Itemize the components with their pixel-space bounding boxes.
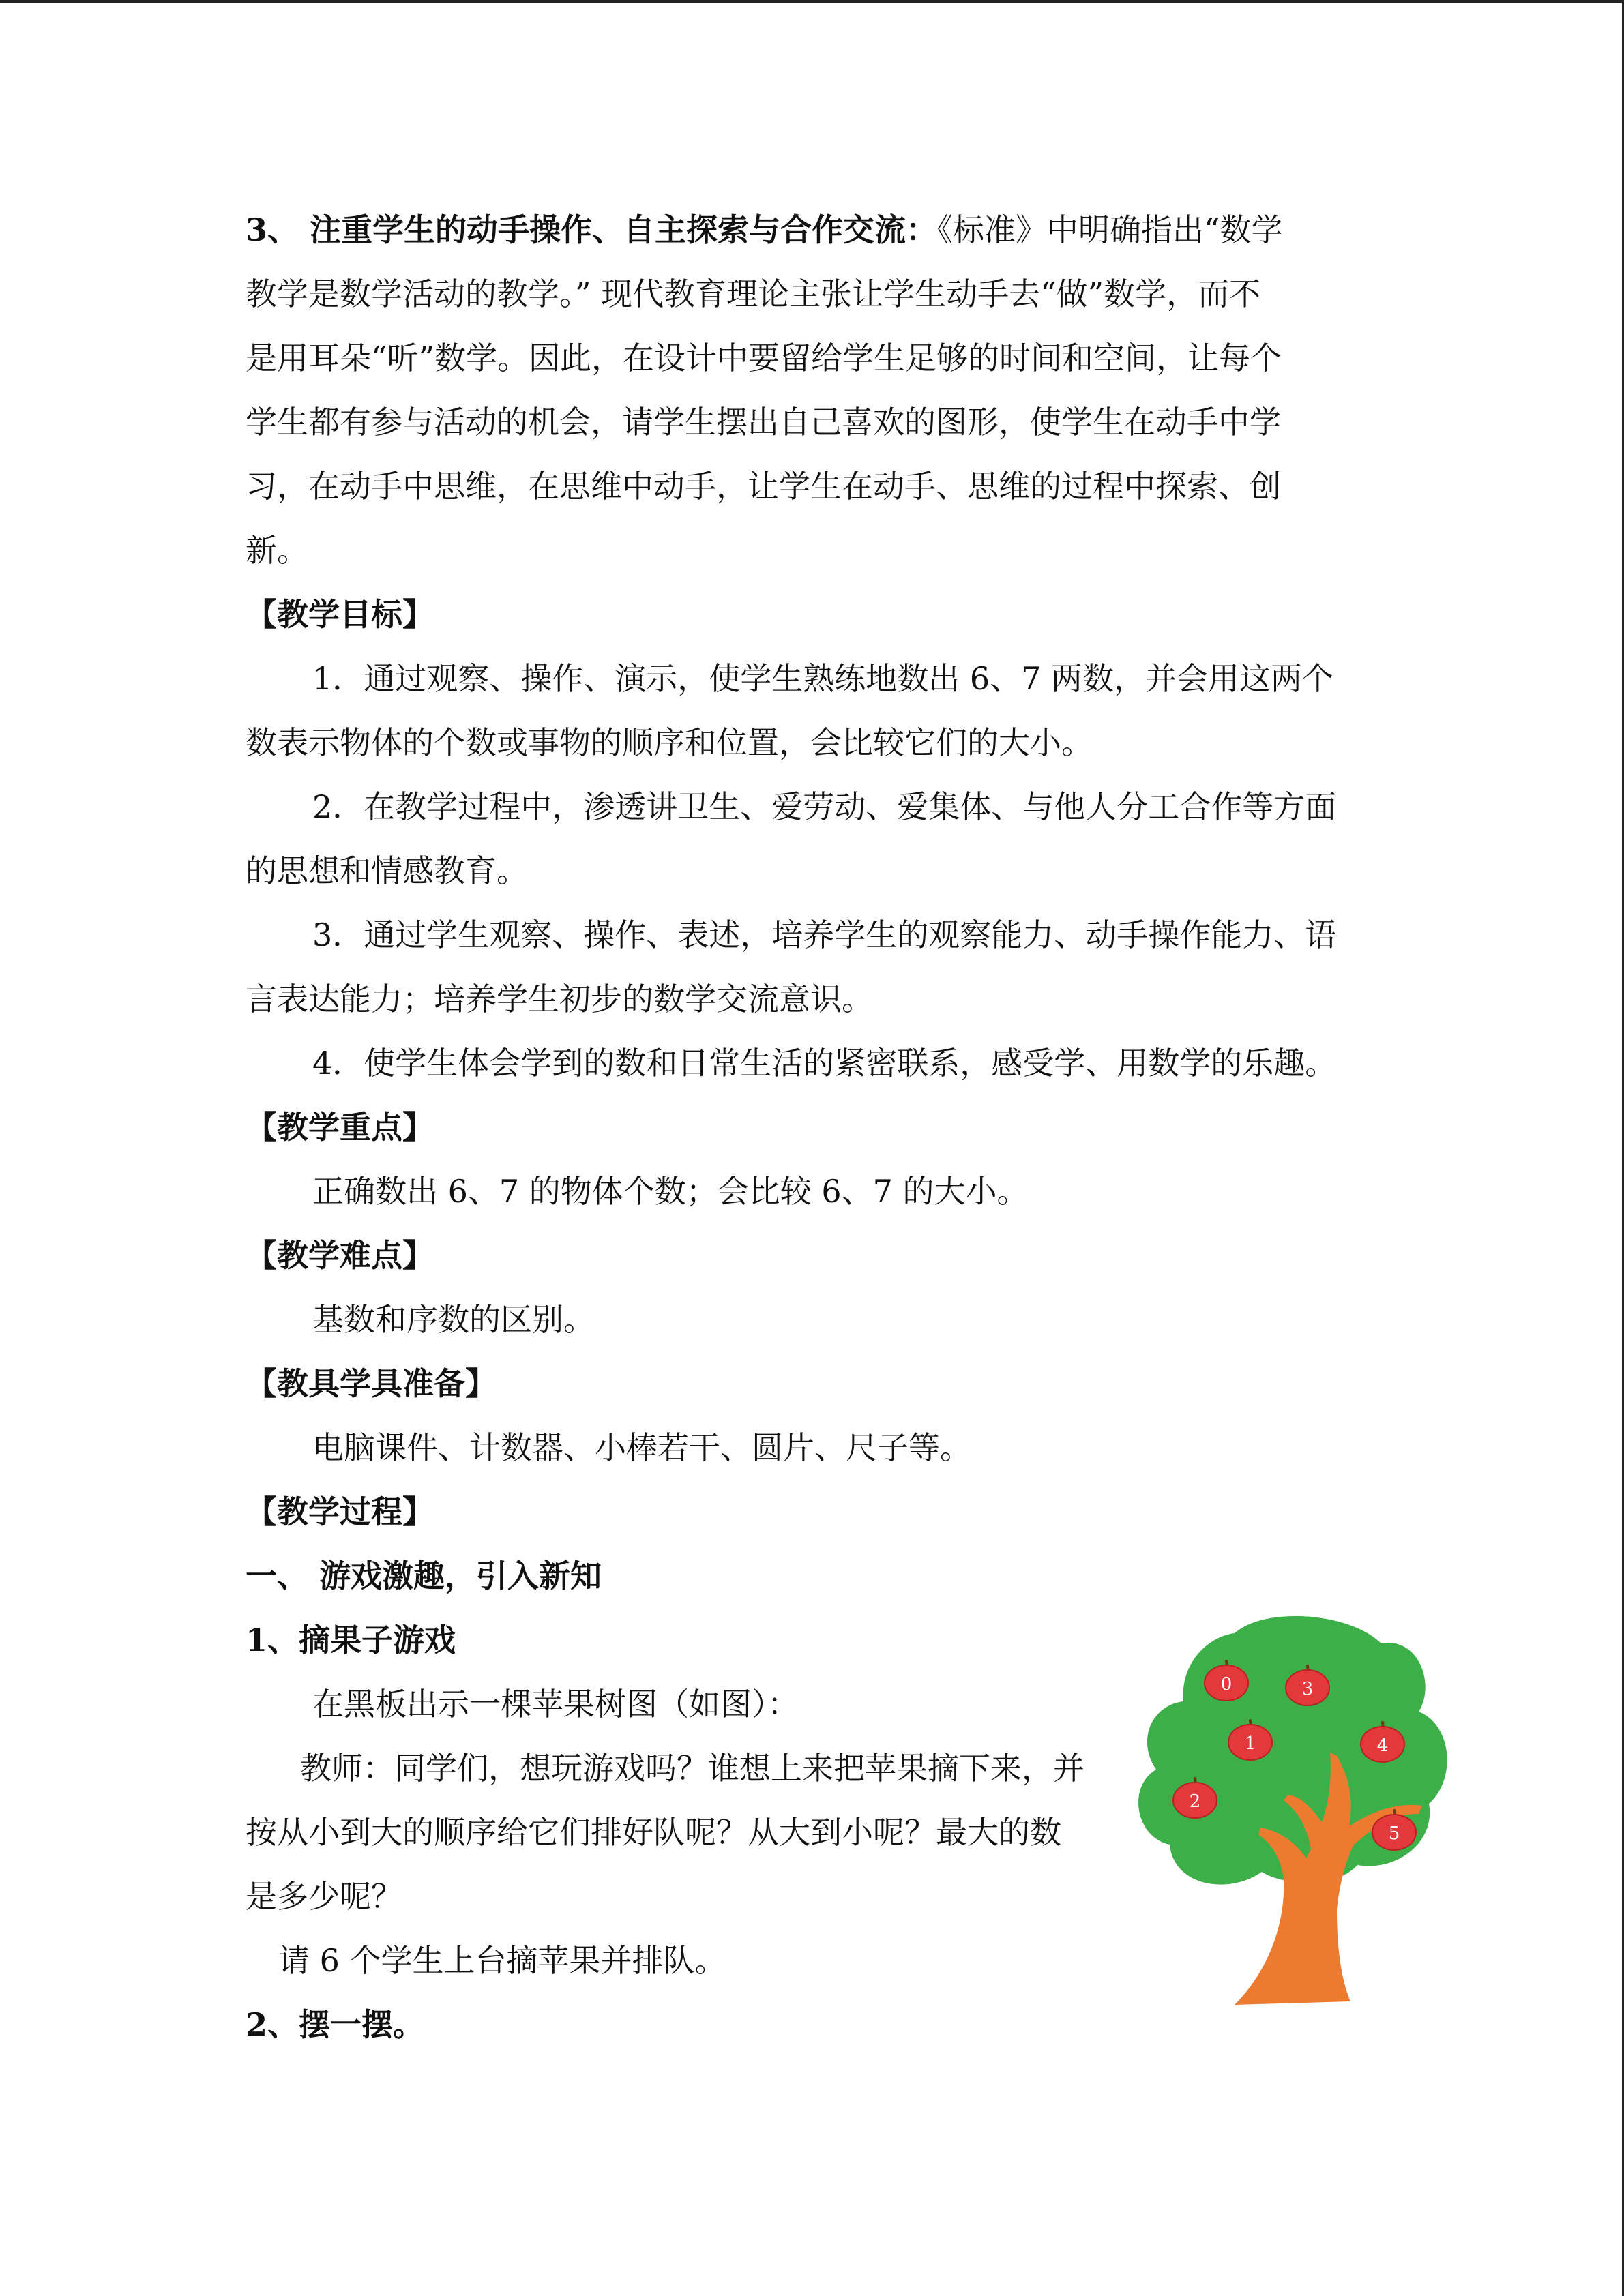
goal-1-line-2: 数表示物体的个数或事物的顺序和位置，会比较它们的大小。 [246,724,1093,761]
tools-text: 电脑课件、计数器、小棒若干、圆片、尺子等。 [312,1429,971,1466]
goals-heading: 【教学目标】 [246,596,434,633]
subsection-1-line-4: 是多少呢？ [246,1878,402,1915]
subsection-1-line-2: 教师：同学们，想玩游戏吗？谁想上来把苹果摘下来，并 [300,1750,1084,1787]
goal-1-line-1: 1．通过观察、操作、演示，使学生熟练地数出 6、7 两数，并会用这两个 [312,660,1334,697]
paragraph-3-line-4: 学生都有参与活动的机会，请学生摆出自己喜欢的图形，使学生在动手中学 [246,404,1281,441]
paragraph-3-line-3: 是用耳朵“听”数学。因此，在设计中要留给学生足够的时间和空间，让每个 [246,340,1282,376]
subsection-1-line-3: 按从小到大的顺序给它们排好队呢？从大到小呢？最大的数 [246,1814,1061,1851]
paragraph-3-line-5: 习，在动手中思维，在思维中动手，让学生在动手、思维的过程中探索、创 [246,468,1281,505]
subsection-1-line-1: 在黑板出示一棵苹果树图（如图）： [312,1686,799,1723]
apple-number: 2 [1189,1791,1201,1812]
apple-tree-illustration [1132,1609,1487,2005]
section-1-heading: 一、 游戏激趣，引入新知 [246,1557,602,1594]
difficulty-heading: 【教学难点】 [246,1237,434,1274]
apple-number: 0 [1220,1674,1232,1695]
paragraph-3-line-2: 教学是数学活动的教学。” 现代教育理论主张让学生动手去“做”数学，而不 [246,275,1261,312]
tools-heading: 【教具学具准备】 [246,1365,497,1402]
paragraph-3-heading: 3、 注重学生的动手操作、自主探索与合作交流： [246,211,938,248]
key-points-text: 正确数出 6、7 的物体个数；会比较 6、7 的大小。 [312,1173,1029,1210]
paragraph-3-line-6: 新。 [246,532,308,569]
subsection-2-heading: 2、摆一摆。 [246,2006,425,2043]
apple-number: 5 [1388,1823,1400,1844]
apple-number: 4 [1376,1735,1389,1756]
goal-2-line-2: 的思想和情感教育。 [246,852,528,889]
goal-3-line-2: 言表达能力；培养学生初步的数学交流意识。 [246,981,873,1017]
process-heading: 【教学过程】 [246,1493,434,1530]
goal-3-line-1: 3．通过学生观察、操作、表述，培养学生的观察能力、动手操作能力、语 [312,916,1337,953]
goal-4-line-1: 4．使学生体会学到的数和日常生活的紧密联系，感受学、用数学的乐趣。 [312,1045,1337,1082]
subsection-1-line-5: 请 6 个学生上台摘苹果并排队。 [278,1942,726,1979]
key-points-heading: 【教学重点】 [246,1109,434,1146]
subsection-1-heading: 1、摘果子游戏 [246,1622,456,1658]
page-top-border [0,0,1624,3]
apple-number: 1 [1244,1733,1256,1754]
apple-number: 3 [1301,1679,1314,1699]
paragraph-3-line-1 [246,198,1391,262]
paragraph-3-text: 《标准》中明确指出“数学 [937,211,1283,248]
difficulty-text: 基数和序数的区别。 [312,1301,595,1338]
goal-2-line-1: 2．在教学过程中，渗透讲卫生、爱劳动、爱集体、与他人分工合作等方面 [312,788,1337,825]
